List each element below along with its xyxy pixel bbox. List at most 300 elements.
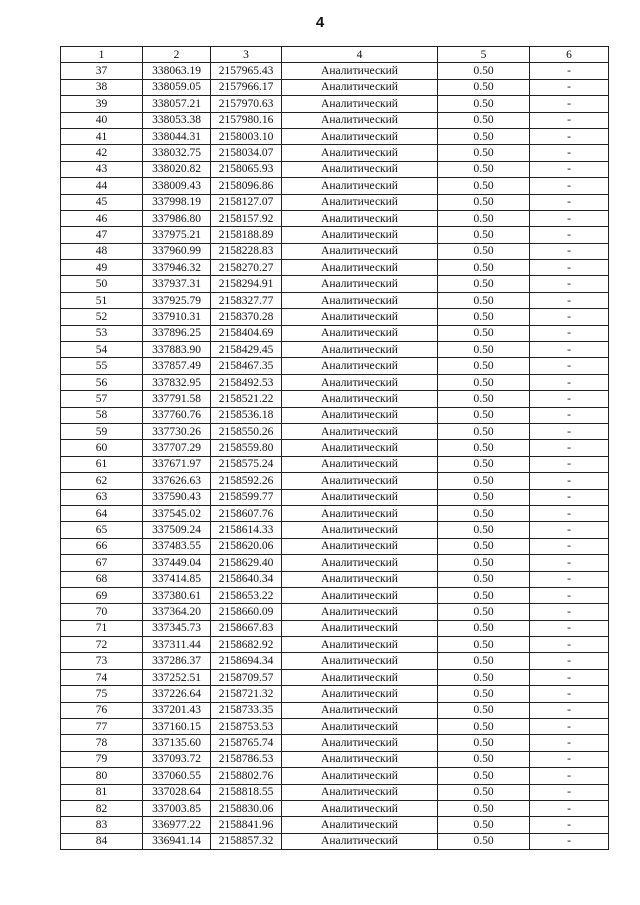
x-coordinate-cell: 338059.05 [143, 79, 211, 95]
y-coordinate-cell: 2158614.33 [211, 522, 282, 538]
accuracy-cell: 0.50 [438, 653, 530, 669]
point-number-cell: 59 [61, 423, 143, 439]
table-row [61, 522, 609, 538]
table-row [61, 702, 609, 718]
x-coordinate-cell: 337414.85 [143, 571, 211, 587]
note-cell: - [530, 391, 609, 407]
point-number-cell: 54 [61, 342, 143, 358]
method-cell: Аналитический [282, 571, 438, 587]
note-cell: - [530, 194, 609, 210]
point-number-cell: 68 [61, 571, 143, 587]
note-cell: - [530, 292, 609, 308]
column-header-1: 1 [61, 47, 143, 63]
x-coordinate-cell: 337252.51 [143, 669, 211, 685]
note-cell: - [530, 800, 609, 816]
y-coordinate-cell: 2158694.34 [211, 653, 282, 669]
accuracy-cell: 0.50 [438, 473, 530, 489]
column-header-4: 4 [282, 47, 438, 63]
accuracy-cell: 0.50 [438, 751, 530, 767]
y-coordinate-cell: 2158721.32 [211, 686, 282, 702]
method-cell: Аналитический [282, 96, 438, 112]
table-row [61, 227, 609, 243]
point-number-cell: 65 [61, 522, 143, 538]
point-number-cell: 46 [61, 210, 143, 226]
x-coordinate-cell: 338063.19 [143, 63, 211, 79]
table-row [61, 505, 609, 521]
method-cell: Аналитический [282, 128, 438, 144]
accuracy-cell: 0.50 [438, 686, 530, 702]
note-cell: - [530, 63, 609, 79]
y-coordinate-cell: 2158575.24 [211, 456, 282, 472]
accuracy-cell: 0.50 [438, 358, 530, 374]
y-coordinate-cell: 2158370.28 [211, 309, 282, 325]
method-cell: Аналитический [282, 112, 438, 128]
x-coordinate-cell: 338057.21 [143, 96, 211, 112]
point-number-cell: 57 [61, 391, 143, 407]
accuracy-cell: 0.50 [438, 800, 530, 816]
x-coordinate-cell: 337380.61 [143, 587, 211, 603]
x-coordinate-cell: 338053.38 [143, 112, 211, 128]
note-cell: - [530, 620, 609, 636]
x-coordinate-cell: 337960.99 [143, 243, 211, 259]
x-coordinate-cell: 337937.31 [143, 276, 211, 292]
method-cell: Аналитический [282, 800, 438, 816]
x-coordinate-cell: 338032.75 [143, 145, 211, 161]
x-coordinate-cell: 337060.55 [143, 768, 211, 784]
accuracy-cell: 0.50 [438, 391, 530, 407]
accuracy-cell: 0.50 [438, 325, 530, 341]
accuracy-cell: 0.50 [438, 719, 530, 735]
method-cell: Аналитический [282, 505, 438, 521]
table-row [61, 735, 609, 751]
method-cell: Аналитический [282, 407, 438, 423]
note-cell: - [530, 276, 609, 292]
accuracy-cell: 0.50 [438, 489, 530, 505]
x-coordinate-cell: 337925.79 [143, 292, 211, 308]
x-coordinate-cell: 337364.20 [143, 604, 211, 620]
table-row [61, 768, 609, 784]
point-number-cell: 52 [61, 309, 143, 325]
table-row [61, 260, 609, 276]
note-cell: - [530, 522, 609, 538]
accuracy-cell: 0.50 [438, 669, 530, 685]
point-number-cell: 45 [61, 194, 143, 210]
note-cell: - [530, 751, 609, 767]
y-coordinate-cell: 2157965.43 [211, 63, 282, 79]
x-coordinate-cell: 338020.82 [143, 161, 211, 177]
note-cell: - [530, 456, 609, 472]
method-cell: Аналитический [282, 522, 438, 538]
accuracy-cell: 0.50 [438, 63, 530, 79]
page-number: 4 [315, 14, 325, 31]
note-cell: - [530, 128, 609, 144]
method-cell: Аналитический [282, 145, 438, 161]
point-number-cell: 64 [61, 505, 143, 521]
table-row [61, 358, 609, 374]
method-cell: Аналитический [282, 817, 438, 833]
column-header-6: 6 [530, 47, 609, 63]
x-coordinate-cell: 337896.25 [143, 325, 211, 341]
note-cell: - [530, 309, 609, 325]
point-number-cell: 50 [61, 276, 143, 292]
method-cell: Аналитический [282, 702, 438, 718]
y-coordinate-cell: 2158034.07 [211, 145, 282, 161]
note-cell: - [530, 784, 609, 800]
accuracy-cell: 0.50 [438, 456, 530, 472]
x-coordinate-cell: 337201.43 [143, 702, 211, 718]
point-number-cell: 82 [61, 800, 143, 816]
note-cell: - [530, 833, 609, 849]
method-cell: Аналитический [282, 63, 438, 79]
note-cell: - [530, 374, 609, 390]
table-row [61, 407, 609, 423]
x-coordinate-cell: 336941.14 [143, 833, 211, 849]
x-coordinate-cell: 337590.43 [143, 489, 211, 505]
x-coordinate-cell: 338009.43 [143, 178, 211, 194]
y-coordinate-cell: 2158667.83 [211, 620, 282, 636]
note-cell: - [530, 702, 609, 718]
method-cell: Аналитический [282, 719, 438, 735]
table-row [61, 587, 609, 603]
note-cell: - [530, 358, 609, 374]
note-cell: - [530, 423, 609, 439]
method-cell: Аналитический [282, 653, 438, 669]
accuracy-cell: 0.50 [438, 522, 530, 538]
point-number-cell: 63 [61, 489, 143, 505]
x-coordinate-cell: 337707.29 [143, 440, 211, 456]
point-number-cell: 81 [61, 784, 143, 800]
accuracy-cell: 0.50 [438, 817, 530, 833]
table-row [61, 604, 609, 620]
y-coordinate-cell: 2158270.27 [211, 260, 282, 276]
point-number-cell: 83 [61, 817, 143, 833]
note-cell: - [530, 587, 609, 603]
table-row [61, 686, 609, 702]
note-cell: - [530, 735, 609, 751]
y-coordinate-cell: 2158127.07 [211, 194, 282, 210]
y-coordinate-cell: 2158765.74 [211, 735, 282, 751]
point-number-cell: 48 [61, 243, 143, 259]
method-cell: Аналитический [282, 423, 438, 439]
table-row [61, 784, 609, 800]
point-number-cell: 71 [61, 620, 143, 636]
point-number-cell: 40 [61, 112, 143, 128]
method-cell: Аналитический [282, 489, 438, 505]
point-number-cell: 43 [61, 161, 143, 177]
table-row [61, 145, 609, 161]
table-row [61, 719, 609, 735]
note-cell: - [530, 210, 609, 226]
y-coordinate-cell: 2158188.89 [211, 227, 282, 243]
point-number-cell: 70 [61, 604, 143, 620]
y-coordinate-cell: 2158841.96 [211, 817, 282, 833]
point-number-cell: 76 [61, 702, 143, 718]
table-row [61, 751, 609, 767]
point-number-cell: 61 [61, 456, 143, 472]
x-coordinate-cell: 336977.22 [143, 817, 211, 833]
x-coordinate-cell: 337986.80 [143, 210, 211, 226]
note-cell: - [530, 407, 609, 423]
note-cell: - [530, 686, 609, 702]
accuracy-cell: 0.50 [438, 407, 530, 423]
accuracy-cell: 0.50 [438, 178, 530, 194]
point-number-cell: 62 [61, 473, 143, 489]
point-number-cell: 41 [61, 128, 143, 144]
x-coordinate-cell: 337857.49 [143, 358, 211, 374]
point-number-cell: 51 [61, 292, 143, 308]
x-coordinate-cell: 337760.76 [143, 407, 211, 423]
table-row [61, 489, 609, 505]
point-number-cell: 60 [61, 440, 143, 456]
accuracy-cell: 0.50 [438, 587, 530, 603]
table-row [61, 817, 609, 833]
note-cell: - [530, 112, 609, 128]
accuracy-cell: 0.50 [438, 79, 530, 95]
method-cell: Аналитический [282, 227, 438, 243]
point-number-cell: 67 [61, 555, 143, 571]
y-coordinate-cell: 2157966.17 [211, 79, 282, 95]
table-row [61, 637, 609, 653]
y-coordinate-cell: 2158294.91 [211, 276, 282, 292]
accuracy-cell: 0.50 [438, 227, 530, 243]
x-coordinate-cell: 337883.90 [143, 342, 211, 358]
x-coordinate-cell: 337975.21 [143, 227, 211, 243]
table-row [61, 473, 609, 489]
point-number-cell: 38 [61, 79, 143, 95]
method-cell: Аналитический [282, 784, 438, 800]
y-coordinate-cell: 2158599.77 [211, 489, 282, 505]
table-row [61, 325, 609, 341]
table-row [61, 800, 609, 816]
accuracy-cell: 0.50 [438, 374, 530, 390]
note-cell: - [530, 489, 609, 505]
point-number-cell: 44 [61, 178, 143, 194]
table-row [61, 178, 609, 194]
x-coordinate-cell: 337093.72 [143, 751, 211, 767]
method-cell: Аналитический [282, 669, 438, 685]
y-coordinate-cell: 2158857.32 [211, 833, 282, 849]
note-cell: - [530, 227, 609, 243]
point-number-cell: 55 [61, 358, 143, 374]
table-row [61, 79, 609, 95]
y-coordinate-cell: 2158404.69 [211, 325, 282, 341]
x-coordinate-cell: 337946.32 [143, 260, 211, 276]
table-row [61, 555, 609, 571]
x-coordinate-cell: 337509.24 [143, 522, 211, 538]
y-coordinate-cell: 2158830.06 [211, 800, 282, 816]
table-row [61, 374, 609, 390]
note-cell: - [530, 161, 609, 177]
point-number-cell: 78 [61, 735, 143, 751]
accuracy-cell: 0.50 [438, 210, 530, 226]
x-coordinate-cell: 338044.31 [143, 128, 211, 144]
x-coordinate-cell: 337483.55 [143, 538, 211, 554]
accuracy-cell: 0.50 [438, 309, 530, 325]
method-cell: Аналитический [282, 276, 438, 292]
note-cell: - [530, 817, 609, 833]
table-row [61, 342, 609, 358]
point-number-cell: 77 [61, 719, 143, 735]
y-coordinate-cell: 2158096.86 [211, 178, 282, 194]
x-coordinate-cell: 337003.85 [143, 800, 211, 816]
table-row [61, 63, 609, 79]
note-cell: - [530, 719, 609, 735]
note-cell: - [530, 653, 609, 669]
x-coordinate-cell: 337160.15 [143, 719, 211, 735]
method-cell: Аналитический [282, 325, 438, 341]
method-cell: Аналитический [282, 768, 438, 784]
y-coordinate-cell: 2158802.76 [211, 768, 282, 784]
y-coordinate-cell: 2158629.40 [211, 555, 282, 571]
y-coordinate-cell: 2157970.63 [211, 96, 282, 112]
accuracy-cell: 0.50 [438, 833, 530, 849]
table-row [61, 669, 609, 685]
method-cell: Аналитический [282, 194, 438, 210]
method-cell: Аналитический [282, 686, 438, 702]
y-coordinate-cell: 2158640.34 [211, 571, 282, 587]
accuracy-cell: 0.50 [438, 768, 530, 784]
point-number-cell: 53 [61, 325, 143, 341]
point-number-cell: 73 [61, 653, 143, 669]
accuracy-cell: 0.50 [438, 161, 530, 177]
method-cell: Аналитический [282, 358, 438, 374]
accuracy-cell: 0.50 [438, 260, 530, 276]
y-coordinate-cell: 2158536.18 [211, 407, 282, 423]
accuracy-cell: 0.50 [438, 96, 530, 112]
point-number-cell: 49 [61, 260, 143, 276]
table-row [61, 194, 609, 210]
point-number-cell: 72 [61, 637, 143, 653]
x-coordinate-cell: 337345.73 [143, 620, 211, 636]
method-cell: Аналитический [282, 260, 438, 276]
method-cell: Аналитический [282, 473, 438, 489]
note-cell: - [530, 440, 609, 456]
table-row [61, 161, 609, 177]
note-cell: - [530, 571, 609, 587]
x-coordinate-cell: 337311.44 [143, 637, 211, 653]
x-coordinate-cell: 337998.19 [143, 194, 211, 210]
note-cell: - [530, 79, 609, 95]
method-cell: Аналитический [282, 391, 438, 407]
accuracy-cell: 0.50 [438, 145, 530, 161]
table-row [61, 833, 609, 849]
note-cell: - [530, 473, 609, 489]
accuracy-cell: 0.50 [438, 440, 530, 456]
y-coordinate-cell: 2158786.53 [211, 751, 282, 767]
accuracy-cell: 0.50 [438, 292, 530, 308]
table-row [61, 391, 609, 407]
y-coordinate-cell: 2158003.10 [211, 128, 282, 144]
accuracy-cell: 0.50 [438, 784, 530, 800]
table-row [61, 243, 609, 259]
method-cell: Аналитический [282, 178, 438, 194]
y-coordinate-cell: 2158228.83 [211, 243, 282, 259]
method-cell: Аналитический [282, 440, 438, 456]
note-cell: - [530, 538, 609, 554]
x-coordinate-cell: 337626.63 [143, 473, 211, 489]
table-body [61, 63, 609, 850]
method-cell: Аналитический [282, 292, 438, 308]
y-coordinate-cell: 2158733.35 [211, 702, 282, 718]
table-row [61, 620, 609, 636]
y-coordinate-cell: 2158818.55 [211, 784, 282, 800]
accuracy-cell: 0.50 [438, 243, 530, 259]
y-coordinate-cell: 2158559.80 [211, 440, 282, 456]
point-number-cell: 80 [61, 768, 143, 784]
point-number-cell: 56 [61, 374, 143, 390]
method-cell: Аналитический [282, 243, 438, 259]
y-coordinate-cell: 2158521.22 [211, 391, 282, 407]
y-coordinate-cell: 2158607.76 [211, 505, 282, 521]
point-number-cell: 75 [61, 686, 143, 702]
note-cell: - [530, 96, 609, 112]
method-cell: Аналитический [282, 79, 438, 95]
note-cell: - [530, 178, 609, 194]
y-coordinate-cell: 2158492.53 [211, 374, 282, 390]
accuracy-cell: 0.50 [438, 342, 530, 358]
y-coordinate-cell: 2157980.16 [211, 112, 282, 128]
method-cell: Аналитический [282, 604, 438, 620]
accuracy-cell: 0.50 [438, 637, 530, 653]
accuracy-cell: 0.50 [438, 571, 530, 587]
note-cell: - [530, 505, 609, 521]
point-number-cell: 42 [61, 145, 143, 161]
x-coordinate-cell: 337671.97 [143, 456, 211, 472]
note-cell: - [530, 325, 609, 341]
y-coordinate-cell: 2158709.57 [211, 669, 282, 685]
y-coordinate-cell: 2158065.93 [211, 161, 282, 177]
accuracy-cell: 0.50 [438, 128, 530, 144]
point-number-cell: 58 [61, 407, 143, 423]
y-coordinate-cell: 2158467.35 [211, 358, 282, 374]
y-coordinate-cell: 2158653.22 [211, 587, 282, 603]
x-coordinate-cell: 337286.37 [143, 653, 211, 669]
x-coordinate-cell: 337832.95 [143, 374, 211, 390]
accuracy-cell: 0.50 [438, 555, 530, 571]
note-cell: - [530, 243, 609, 259]
table-header-row [61, 47, 609, 63]
table-row [61, 456, 609, 472]
method-cell: Аналитический [282, 620, 438, 636]
point-number-cell: 39 [61, 96, 143, 112]
y-coordinate-cell: 2158157.92 [211, 210, 282, 226]
x-coordinate-cell: 337226.64 [143, 686, 211, 702]
table-row [61, 112, 609, 128]
point-number-cell: 84 [61, 833, 143, 849]
x-coordinate-cell: 337449.04 [143, 555, 211, 571]
table-row [61, 292, 609, 308]
note-cell: - [530, 260, 609, 276]
coordinates-table [60, 46, 609, 850]
point-number-cell: 66 [61, 538, 143, 554]
accuracy-cell: 0.50 [438, 194, 530, 210]
y-coordinate-cell: 2158753.53 [211, 719, 282, 735]
point-number-cell: 74 [61, 669, 143, 685]
method-cell: Аналитический [282, 735, 438, 751]
method-cell: Аналитический [282, 210, 438, 226]
point-number-cell: 69 [61, 587, 143, 603]
point-number-cell: 79 [61, 751, 143, 767]
accuracy-cell: 0.50 [438, 423, 530, 439]
method-cell: Аналитический [282, 587, 438, 603]
y-coordinate-cell: 2158592.26 [211, 473, 282, 489]
method-cell: Аналитический [282, 374, 438, 390]
method-cell: Аналитический [282, 161, 438, 177]
table-row [61, 571, 609, 587]
point-number-cell: 47 [61, 227, 143, 243]
note-cell: - [530, 342, 609, 358]
y-coordinate-cell: 2158682.92 [211, 637, 282, 653]
